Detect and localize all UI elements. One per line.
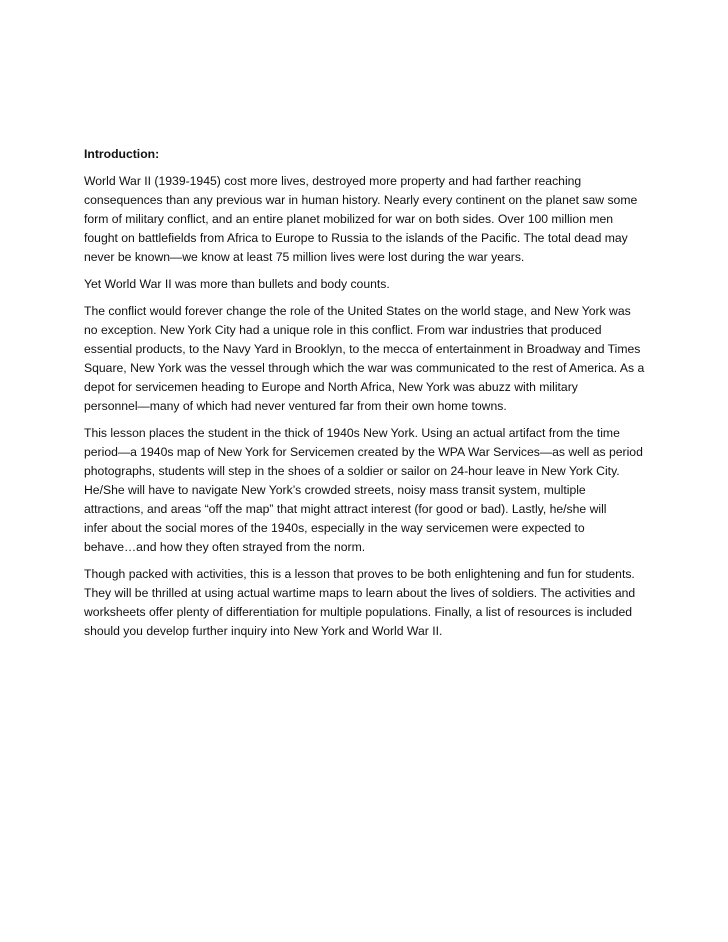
paragraph-2: Yet World War II was more than bullets and body counts.	[84, 277, 390, 291]
section-heading: Introduction:	[84, 147, 160, 161]
paragraph-5: Though packed with activities, this is a lesson that proves to be both enlightening and fun for students. They will be thrilled at using actual wartime maps to learn about the lives of soldiers. The activities and worksheets offer plenty of differentiation for multiple populations. Finally, a list of resources is included should you develop further inquiry into New York and World War II.	[84, 567, 636, 638]
paragraph-1: World War II (1939-1945) cost more lives, destroyed more property and had farther reaching consequences than any previous war in human history. Nearly every continent on the planet saw some form of military conflict, and an entire planet mobilized for war on both sides. Over 100 million men fought on battlefields from Africa to Europe to Russia to the islands of the Pacific. The total dead may never be known—we know at least 75 million lives were lost during the war years.	[84, 174, 638, 264]
paragraph-3: The conflict would forever change the role of the United States on the world stage, and New York was no exception. New York City had a unique role in this conflict. From war industries that produced essential products, to the Navy Yard in Brooklyn, to the mecca of entertainment in Broadway and Times Square, New York was the vessel through which the war was communicated to the rest of America. As a depot for servicemen heading to Europe and North Africa, New York was abuzz with military personnel—many of which had never ventured far from their own home towns.	[84, 304, 645, 413]
paragraph-4: This lesson places the student in the thick of 1940s New York. Using an actual artifact from the time period—a 1940s map of New York for Servicemen created by the WPA War Services—as well as period photographs, students will step in the shoes of a soldier or sailor on 24-hour leave in New York City. He/She will have to navigate New York’s crowded streets, noisy mass transit system, multiple attractions, and areas “off the map” that might attract interest (for good or bad). Lastly, he/she will infer about the social mores of the 1940s, especially in the way servicemen were expected to behave…and how they often strayed from the norm.	[84, 426, 643, 554]
document-page	[84, 146, 646, 649]
